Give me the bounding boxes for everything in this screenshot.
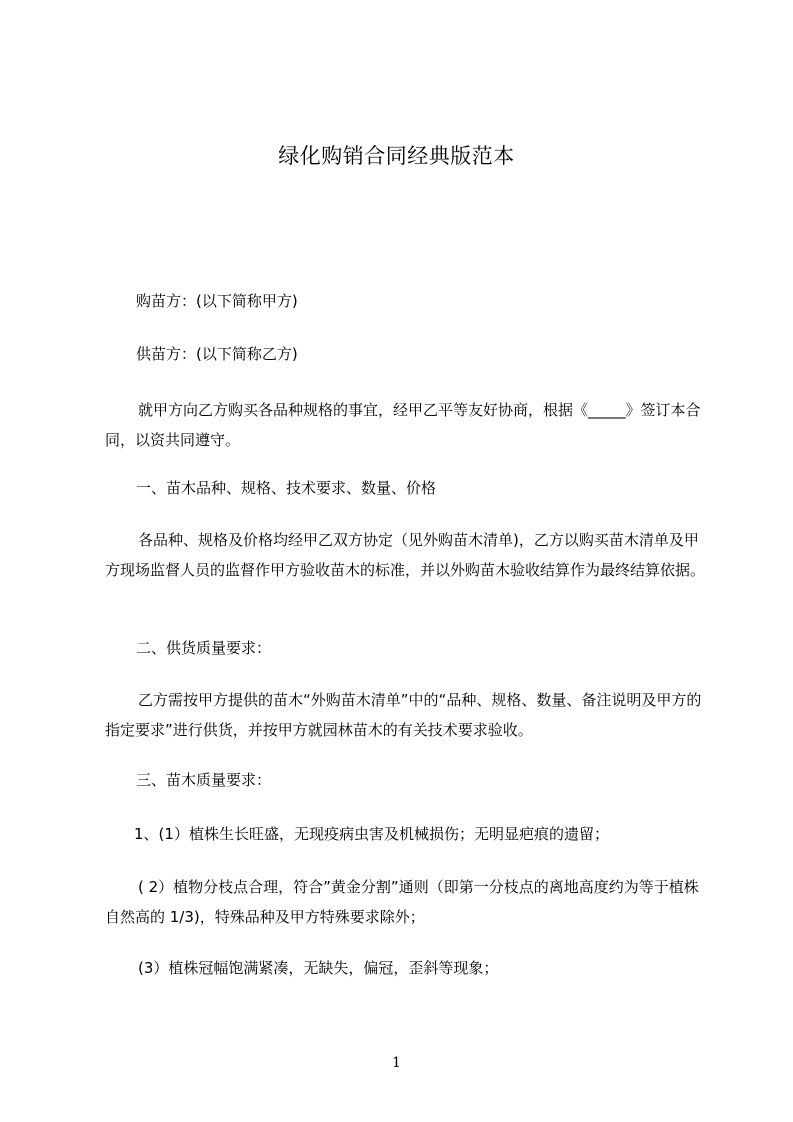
section-1-heading: 一、苗木品种、规格、技术要求、数量、价格: [136, 479, 437, 497]
quality-item-1: 1、(1）植株生长旺盛，无现疫病虫害及机械损伤；无明显疤痕的遗留；: [134, 825, 609, 843]
section-2-body: 乙方需按甲方提供的苗木“外购苗木清单”中的“品种、规格、数量、备注说明及甲方的指定要求”进行供货，并按甲方就园林苗木的有关技术要求验收。: [105, 691, 702, 739]
document-title: 绿化购销合同经典版范本: [278, 144, 515, 168]
buyer-line: 购苗方：(以下简称甲方): [136, 292, 298, 310]
section-1-body: 各品种、规格及价格均经甲乙双方协定（见外购苗木清单)，乙方以购买苗木清单及甲方现场监督人员的监督作甲方验收苗木的标准，并以外购苗木验收结算作为最终结算依据。: [105, 531, 706, 579]
intro-paragraph: 就甲方向乙方购买各品种规格的事宜，经甲乙平等友好协商，根据《_____》签订本合同，以资共同遵守。: [105, 401, 701, 449]
section-2-heading: 二、供货质量要求：: [136, 639, 272, 657]
supplier-line: 供苗方：(以下简称乙方): [136, 345, 298, 363]
section-3-heading: 三、苗木质量要求：: [136, 771, 272, 789]
quality-item-2: ( 2）植物分枝点合理，符合”黄金分割”通则（即第一分枝点的离地高度约为等于植株自然高的 1/3)，特殊品种及甲方特殊要求除外；: [105, 878, 699, 926]
quality-item-3: (3）植株冠幅饱满紧凑，无缺失，偏冠，歪斜等现象；: [138, 959, 499, 977]
page-number: 1: [392, 1055, 401, 1071]
